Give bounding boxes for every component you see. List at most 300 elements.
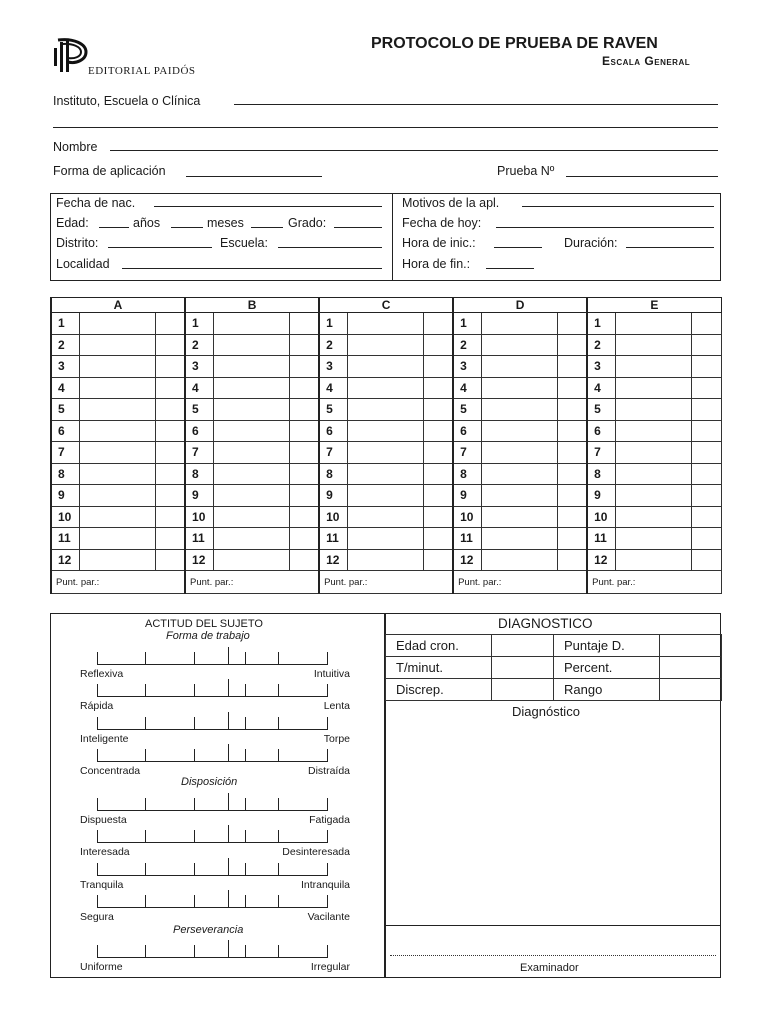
scale-tick (228, 647, 229, 665)
answer-cell-c-1[interactable] (347, 313, 423, 335)
prueba-field[interactable] (566, 176, 718, 177)
scale-tick (245, 945, 246, 958)
item-number: 12 (319, 549, 347, 571)
score-cell-c-6[interactable] (423, 420, 453, 442)
scale-left-label: Uniforme (80, 961, 123, 973)
answer-cell-b-2[interactable] (213, 334, 289, 356)
item-number: 3 (587, 356, 615, 378)
tminut-value[interactable] (492, 657, 554, 679)
score-cell-c-5[interactable] (423, 399, 453, 421)
item-number: 10 (185, 506, 213, 528)
scale-tick (145, 684, 146, 697)
instituto-label: Instituto, Escuela o Clínica (53, 94, 201, 108)
anos-field[interactable] (171, 227, 203, 228)
score-cell-d-9[interactable] (557, 485, 587, 507)
score-cell-b-6[interactable] (289, 420, 319, 442)
scale-tick (145, 830, 146, 843)
answer-cell-d-1[interactable] (481, 313, 557, 335)
item-number: 11 (51, 528, 79, 550)
score-cell-c-8[interactable] (423, 463, 453, 485)
grid-row (51, 356, 721, 378)
anos-label: años (133, 216, 161, 230)
scale-left-label: Segura (80, 911, 114, 923)
series-header-b: B (185, 298, 319, 313)
grid-row (51, 485, 721, 507)
answer-cell-b-7[interactable] (213, 442, 289, 464)
answer-cell-b-6[interactable] (213, 420, 289, 442)
item-number: 7 (51, 442, 79, 464)
answer-cell-a-10[interactable] (79, 506, 155, 528)
escuela-field[interactable] (278, 247, 382, 248)
item-number: 1 (453, 313, 481, 335)
scale-baseline (97, 664, 328, 665)
scale-tick (194, 895, 195, 908)
score-cell-e-9[interactable] (691, 485, 721, 507)
grid-row (51, 463, 721, 485)
score-cell-d-8[interactable] (557, 463, 587, 485)
score-cell-a-9[interactable] (155, 485, 185, 507)
answer-cell-e-5[interactable] (615, 399, 691, 421)
item-number: 8 (319, 463, 347, 485)
answer-cell-c-12[interactable] (347, 549, 423, 571)
answer-cell-d-3[interactable] (481, 356, 557, 378)
score-cell-c-10[interactable] (423, 506, 453, 528)
answer-cell-d-8[interactable] (481, 463, 557, 485)
scale-tick (194, 945, 195, 958)
score-cell-b-9[interactable] (289, 485, 319, 507)
answer-cell-c-2[interactable] (347, 334, 423, 356)
answer-cell-a-9[interactable] (79, 485, 155, 507)
punt-par-b[interactable]: Punt. par.: (185, 571, 319, 594)
item-number: 7 (453, 442, 481, 464)
score-cell-c-9[interactable] (423, 485, 453, 507)
scale-tick (145, 798, 146, 811)
scale-tick (228, 858, 229, 876)
score-cell-d-6[interactable] (557, 420, 587, 442)
answer-cell-a-5[interactable] (79, 399, 155, 421)
item-number: 5 (319, 399, 347, 421)
scale-right-label: Lenta (323, 700, 350, 712)
scale-left-label: Tranquila (80, 879, 124, 891)
item-number: 11 (587, 528, 615, 550)
answer-cell-e-11[interactable] (615, 528, 691, 550)
score-cell-b-4[interactable] (289, 377, 319, 399)
answer-cell-c-6[interactable] (347, 420, 423, 442)
score-cell-d-3[interactable] (557, 356, 587, 378)
score-cell-b-12[interactable] (289, 549, 319, 571)
answer-cell-b-11[interactable] (213, 528, 289, 550)
item-number: 9 (587, 485, 615, 507)
rango-value[interactable] (660, 679, 722, 701)
punt-par-d[interactable]: Punt. par.: (453, 571, 587, 594)
scale-tick (245, 830, 246, 843)
item-number: 10 (587, 506, 615, 528)
forma-field[interactable] (186, 176, 322, 177)
fecha-nac-field[interactable] (154, 206, 382, 207)
score-cell-d-2[interactable] (557, 334, 587, 356)
distrito-field[interactable] (108, 247, 212, 248)
attitude-scale[interactable] (97, 717, 328, 731)
answer-grid (50, 297, 722, 594)
puntaje-label: Puntaje D. (554, 635, 660, 657)
score-cell-c-3[interactable] (423, 356, 453, 378)
diagnostico-table (385, 634, 722, 701)
item-number: 1 (587, 313, 615, 335)
answer-cell-e-10[interactable] (615, 506, 691, 528)
item-number: 4 (319, 377, 347, 399)
score-cell-d-5[interactable] (557, 399, 587, 421)
motivos-label: Motivos de la apl. (402, 196, 500, 210)
scale-tick (97, 652, 98, 665)
answer-cell-b-9[interactable] (213, 485, 289, 507)
diagnostico-title: DIAGNOSTICO (498, 616, 593, 631)
instituto-field[interactable] (234, 104, 718, 105)
disposicion-heading: Disposición (181, 776, 238, 788)
answer-cell-b-4[interactable] (213, 377, 289, 399)
score-cell-e-1[interactable] (691, 313, 721, 335)
scale-tick (97, 895, 98, 908)
scale-tick (245, 652, 246, 665)
score-cell-b-3[interactable] (289, 356, 319, 378)
escuela-label: Escuela: (220, 236, 268, 250)
edad-field[interactable] (99, 227, 129, 228)
punt-par-e[interactable]: Punt. par.: (587, 571, 721, 594)
item-number: 11 (185, 528, 213, 550)
answer-cell-d-7[interactable] (481, 442, 557, 464)
scale-tick (245, 717, 246, 730)
grado-field[interactable] (334, 227, 382, 228)
attitude-scale[interactable] (97, 945, 328, 959)
scale-left-label: Reflexiva (80, 668, 124, 680)
item-number: 2 (51, 334, 79, 356)
scale-tick (97, 798, 98, 811)
localidad-field[interactable] (122, 268, 382, 269)
grid-row (51, 420, 721, 442)
scale-tick (194, 717, 195, 730)
fecha-hoy-field[interactable] (496, 227, 714, 228)
answer-cell-a-8[interactable] (79, 463, 155, 485)
grid-row (51, 399, 721, 421)
scale-right-label: Desinteresada (282, 846, 350, 858)
answer-cell-a-7[interactable] (79, 442, 155, 464)
answer-cell-e-8[interactable] (615, 463, 691, 485)
answer-cell-c-3[interactable] (347, 356, 423, 378)
scale-baseline (97, 761, 328, 762)
item-number: 9 (453, 485, 481, 507)
scale-tick (278, 830, 279, 843)
actitud-title: ACTITUD DEL SUJETO (145, 618, 263, 630)
scale-tick (194, 798, 195, 811)
discrep-value[interactable] (492, 679, 554, 701)
scale-baseline (97, 810, 328, 811)
score-cell-a-4[interactable] (155, 377, 185, 399)
item-number: 6 (587, 420, 615, 442)
score-cell-e-8[interactable] (691, 463, 721, 485)
answer-cell-c-5[interactable] (347, 399, 423, 421)
scale-tick (145, 749, 146, 762)
score-cell-b-7[interactable] (289, 442, 319, 464)
item-number: 6 (319, 420, 347, 442)
score-cell-a-1[interactable] (155, 313, 185, 335)
score-cell-a-12[interactable] (155, 549, 185, 571)
scale-tick (245, 895, 246, 908)
score-cell-a-2[interactable] (155, 334, 185, 356)
answer-cell-d-5[interactable] (481, 399, 557, 421)
scale-tick (97, 945, 98, 958)
score-cell-b-8[interactable] (289, 463, 319, 485)
score-cell-e-11[interactable] (691, 528, 721, 550)
scale-tick (145, 863, 146, 876)
answer-cell-c-10[interactable] (347, 506, 423, 528)
scale-baseline (97, 842, 328, 843)
scale-right-label: Vacilante (307, 911, 350, 923)
attitude-scale[interactable] (97, 863, 328, 877)
answer-cell-c-7[interactable] (347, 442, 423, 464)
item-number: 12 (51, 549, 79, 571)
answer-cell-b-8[interactable] (213, 463, 289, 485)
hora-inic-label: Hora de inic.: (402, 236, 476, 250)
scale-tick (97, 684, 98, 697)
score-cell-c-11[interactable] (423, 528, 453, 550)
scale-tick (278, 895, 279, 908)
motivos-field[interactable] (522, 206, 714, 207)
scale-tick (228, 825, 229, 843)
prueba-label: Prueba Nº (497, 164, 555, 178)
examinador-signature-line[interactable] (390, 955, 716, 956)
item-number: 3 (51, 356, 79, 378)
answer-cell-c-9[interactable] (347, 485, 423, 507)
answer-cell-e-4[interactable] (615, 377, 691, 399)
item-number: 4 (51, 377, 79, 399)
scale-baseline (97, 729, 328, 730)
punt-par-a[interactable]: Punt. par.: (51, 571, 185, 594)
grado-label: Grado: (288, 216, 327, 230)
score-cell-b-5[interactable] (289, 399, 319, 421)
scale-tick (278, 652, 279, 665)
scale-tick (228, 679, 229, 697)
scale-tick (245, 684, 246, 697)
forma-trabajo-heading: Forma de trabajo (166, 630, 250, 642)
score-cell-e-4[interactable] (691, 377, 721, 399)
scale-right-label: Intranquila (300, 879, 350, 891)
item-number: 10 (453, 506, 481, 528)
item-number: 8 (453, 463, 481, 485)
answer-cell-a-6[interactable] (79, 420, 155, 442)
answer-cell-d-11[interactable] (481, 528, 557, 550)
page-subtitle: Escala General (602, 54, 691, 68)
score-cell-d-10[interactable] (557, 506, 587, 528)
score-cell-d-11[interactable] (557, 528, 587, 550)
score-cell-b-2[interactable] (289, 334, 319, 356)
info-divider (392, 193, 393, 281)
answer-cell-d-12[interactable] (481, 549, 557, 571)
score-cell-a-7[interactable] (155, 442, 185, 464)
item-number: 3 (185, 356, 213, 378)
answer-cell-d-9[interactable] (481, 485, 557, 507)
score-cell-b-10[interactable] (289, 506, 319, 528)
answer-cell-d-10[interactable] (481, 506, 557, 528)
scale-baseline (97, 907, 328, 908)
duracion-label: Duración: (564, 236, 618, 250)
scale-tick (278, 717, 279, 730)
item-number: 9 (319, 485, 347, 507)
tminut-label: T/minut. (386, 657, 492, 679)
answer-cell-c-8[interactable] (347, 463, 423, 485)
item-number: 2 (185, 334, 213, 356)
answer-cell-e-12[interactable] (615, 549, 691, 571)
answer-cell-e-7[interactable] (615, 442, 691, 464)
scale-left-label: Concentrada (80, 765, 141, 777)
scale-tick (145, 945, 146, 958)
scale-tick (278, 798, 279, 811)
diagnostico-area[interactable] (387, 722, 719, 924)
grid-row (51, 313, 721, 335)
answer-cell-d-2[interactable] (481, 334, 557, 356)
publisher-logo (48, 38, 90, 72)
score-cell-a-8[interactable] (155, 463, 185, 485)
scale-tick (278, 945, 279, 958)
scale-left-label: Inteligente (80, 733, 129, 745)
item-number: 10 (319, 506, 347, 528)
edad-cron-label: Edad cron. (386, 635, 492, 657)
distrito-label: Distrito: (56, 236, 99, 250)
score-cell-e-10[interactable] (691, 506, 721, 528)
nombre-field[interactable] (110, 150, 718, 151)
score-cell-a-3[interactable] (155, 356, 185, 378)
score-cell-d-1[interactable] (557, 313, 587, 335)
score-cell-c-2[interactable] (423, 334, 453, 356)
edad-cron-value[interactable] (492, 635, 554, 657)
attitude-scale[interactable] (97, 830, 328, 844)
percent-label: Percent. (554, 657, 660, 679)
score-cell-c-4[interactable] (423, 377, 453, 399)
score-cell-c-1[interactable] (423, 313, 453, 335)
hora-inic-field[interactable] (494, 247, 542, 248)
attitude-scale[interactable] (97, 895, 328, 909)
attitude-scale[interactable] (97, 749, 328, 763)
scale-tick (278, 863, 279, 876)
series-header-d: D (453, 298, 587, 313)
item-number: 1 (185, 313, 213, 335)
answer-cell-e-1[interactable] (615, 313, 691, 335)
score-cell-e-3[interactable] (691, 356, 721, 378)
answer-cell-e-6[interactable] (615, 420, 691, 442)
duracion-field[interactable] (626, 247, 714, 248)
item-number: 12 (453, 549, 481, 571)
answer-cell-c-11[interactable] (347, 528, 423, 550)
answer-cell-a-3[interactable] (79, 356, 155, 378)
answer-cell-b-5[interactable] (213, 399, 289, 421)
answer-cell-b-10[interactable] (213, 506, 289, 528)
item-number: 7 (587, 442, 615, 464)
answer-cell-a-1[interactable] (79, 313, 155, 335)
answer-cell-c-4[interactable] (347, 377, 423, 399)
score-cell-a-6[interactable] (155, 420, 185, 442)
answer-cell-a-4[interactable] (79, 377, 155, 399)
scale-tick (278, 749, 279, 762)
item-number: 2 (319, 334, 347, 356)
attitude-scale[interactable] (97, 652, 328, 666)
item-number: 5 (185, 399, 213, 421)
score-cell-b-1[interactable] (289, 313, 319, 335)
answer-cell-a-12[interactable] (79, 549, 155, 571)
score-cell-c-7[interactable] (423, 442, 453, 464)
punt-row (51, 571, 721, 594)
item-number: 11 (453, 528, 481, 550)
answer-cell-a-11[interactable] (79, 528, 155, 550)
puntaje-value[interactable] (660, 635, 722, 657)
score-cell-e-2[interactable] (691, 334, 721, 356)
answer-cell-e-3[interactable] (615, 356, 691, 378)
answer-cell-e-2[interactable] (615, 334, 691, 356)
hora-fin-field[interactable] (486, 268, 534, 269)
scale-tick (327, 749, 328, 762)
instituto-field-extra[interactable] (53, 127, 718, 128)
scale-tick (327, 717, 328, 730)
item-number: 5 (51, 399, 79, 421)
scale-left-label: Rápida (80, 700, 114, 712)
scale-tick (194, 652, 195, 665)
score-cell-b-11[interactable] (289, 528, 319, 550)
score-cell-e-5[interactable] (691, 399, 721, 421)
answer-cell-d-6[interactable] (481, 420, 557, 442)
score-cell-e-6[interactable] (691, 420, 721, 442)
nombre-label: Nombre (53, 140, 98, 154)
score-cell-a-10[interactable] (155, 506, 185, 528)
answer-cell-e-9[interactable] (615, 485, 691, 507)
scale-tick (245, 798, 246, 811)
answer-cell-b-12[interactable] (213, 549, 289, 571)
item-number: 7 (319, 442, 347, 464)
score-cell-c-12[interactable] (423, 549, 453, 571)
page-title: PROTOCOLO DE PRUEBA DE RAVEN (371, 35, 658, 52)
punt-par-c[interactable]: Punt. par.: (319, 571, 453, 594)
item-number: 2 (453, 334, 481, 356)
examinador-label: Examinador (520, 962, 579, 974)
attitude-scale[interactable] (97, 684, 328, 698)
score-cell-d-7[interactable] (557, 442, 587, 464)
item-number: 4 (453, 377, 481, 399)
score-cell-e-7[interactable] (691, 442, 721, 464)
item-number: 4 (185, 377, 213, 399)
answer-cell-b-3[interactable] (213, 356, 289, 378)
scale-tick (228, 793, 229, 811)
score-cell-d-4[interactable] (557, 377, 587, 399)
answer-cell-a-2[interactable] (79, 334, 155, 356)
scale-tick (228, 744, 229, 762)
item-number: 8 (185, 463, 213, 485)
score-cell-d-12[interactable] (557, 549, 587, 571)
scale-tick (228, 890, 229, 908)
score-cell-a-5[interactable] (155, 399, 185, 421)
answer-cell-b-1[interactable] (213, 313, 289, 335)
diagnostico-label: Diagnóstico (512, 704, 580, 719)
meses-field[interactable] (251, 227, 283, 228)
scale-tick (327, 652, 328, 665)
score-cell-e-12[interactable] (691, 549, 721, 571)
percent-value[interactable] (660, 657, 722, 679)
scale-baseline (97, 875, 328, 876)
scale-left-label: Interesada (80, 846, 130, 858)
perseverancia-heading: Perseverancia (173, 924, 244, 936)
scale-tick (97, 717, 98, 730)
scale-tick (97, 830, 98, 843)
paidos-logo-icon (48, 38, 90, 72)
score-cell-a-11[interactable] (155, 528, 185, 550)
answer-cell-d-4[interactable] (481, 377, 557, 399)
scale-tick (194, 830, 195, 843)
attitude-scale[interactable] (97, 798, 328, 812)
